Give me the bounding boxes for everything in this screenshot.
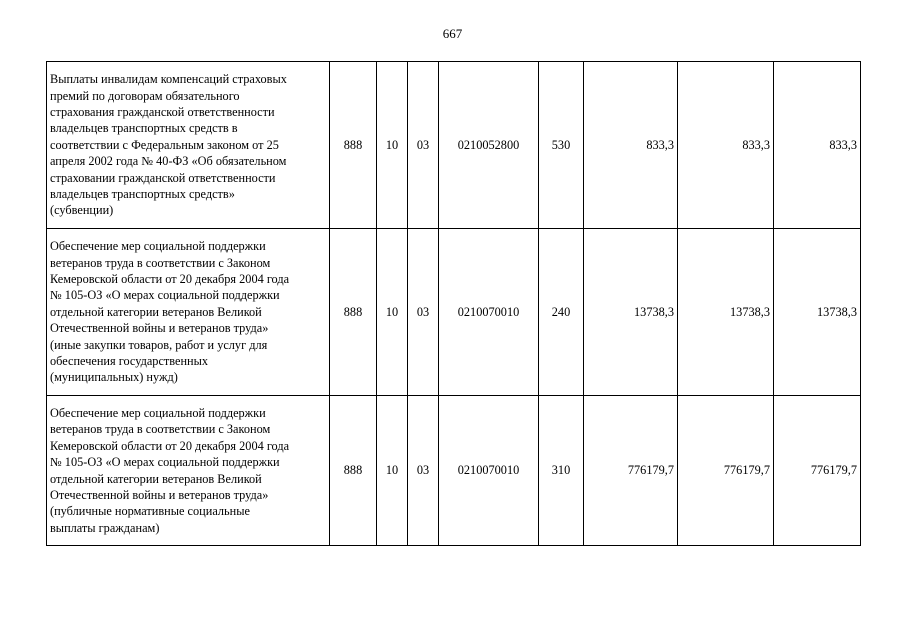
expense-type-code: 530 [539, 62, 584, 229]
section-code: 10 [377, 229, 408, 396]
section-code: 10 [377, 62, 408, 229]
expense-type-code: 310 [539, 396, 584, 546]
target-article-code: 0210070010 [439, 396, 539, 546]
subsection-code: 03 [408, 396, 439, 546]
section-code: 10 [377, 396, 408, 546]
target-article-code: 0210070010 [439, 229, 539, 396]
amount-cell-3: 833,3 [774, 62, 861, 229]
row-description: Выплаты инвалидам компенсаций страховых премий по договорам обязательного страхования гражданской ответственности владельцев транспортных средств в соответствии с Федеральным законом от 25 апреля 2002 года № 40-ФЗ «Об обязательном страховании гражданской ответственности владельцев транспортных средств» (субвенции) [47, 62, 330, 229]
page-number: 667 [442, 26, 463, 41]
amount-cell-3: 13738,3 [774, 229, 861, 396]
row-description: Обеспечение мер социальной поддержки ветеранов труда в соответствии с Законом Кемеровской области от 20 декабря 2004 года № 105-ОЗ «О мерах социальной поддержки отдельной категории ветеранов Великой Отечественной войны и ветеранов труда» (публичные нормативные социальные выплаты гражданам) [47, 396, 330, 546]
table-row [47, 396, 861, 546]
ministry-code: 888 [330, 229, 377, 396]
ministry-code: 888 [330, 62, 377, 229]
amount-cell-3: 776179,7 [774, 396, 861, 546]
table-row [47, 229, 861, 396]
row-description: Обеспечение мер социальной поддержки ветеранов труда в соответствии с Законом Кемеровской области от 20 декабря 2004 года № 105-ОЗ «О мерах социальной поддержки отдельной категории ветеранов Великой Отечественной войны и ветеранов труда» (иные закупки товаров, работ и услуг для обеспечения государственных (муниципальных) нужд) [47, 229, 330, 396]
target-article-code: 0210052800 [439, 62, 539, 229]
amount-cell-1: 833,3 [584, 62, 678, 229]
amount-cell-1: 13738,3 [584, 229, 678, 396]
subsection-code: 03 [408, 62, 439, 229]
expense-type-code: 240 [539, 229, 584, 396]
ministry-code: 888 [330, 396, 377, 546]
amount-cell-2: 833,3 [678, 62, 774, 229]
amount-cell-2: 776179,7 [678, 396, 774, 546]
subsection-code: 03 [408, 229, 439, 396]
amount-cell-2: 13738,3 [678, 229, 774, 396]
table-row [47, 62, 861, 229]
amount-cell-1: 776179,7 [584, 396, 678, 546]
budget-table [46, 61, 861, 546]
